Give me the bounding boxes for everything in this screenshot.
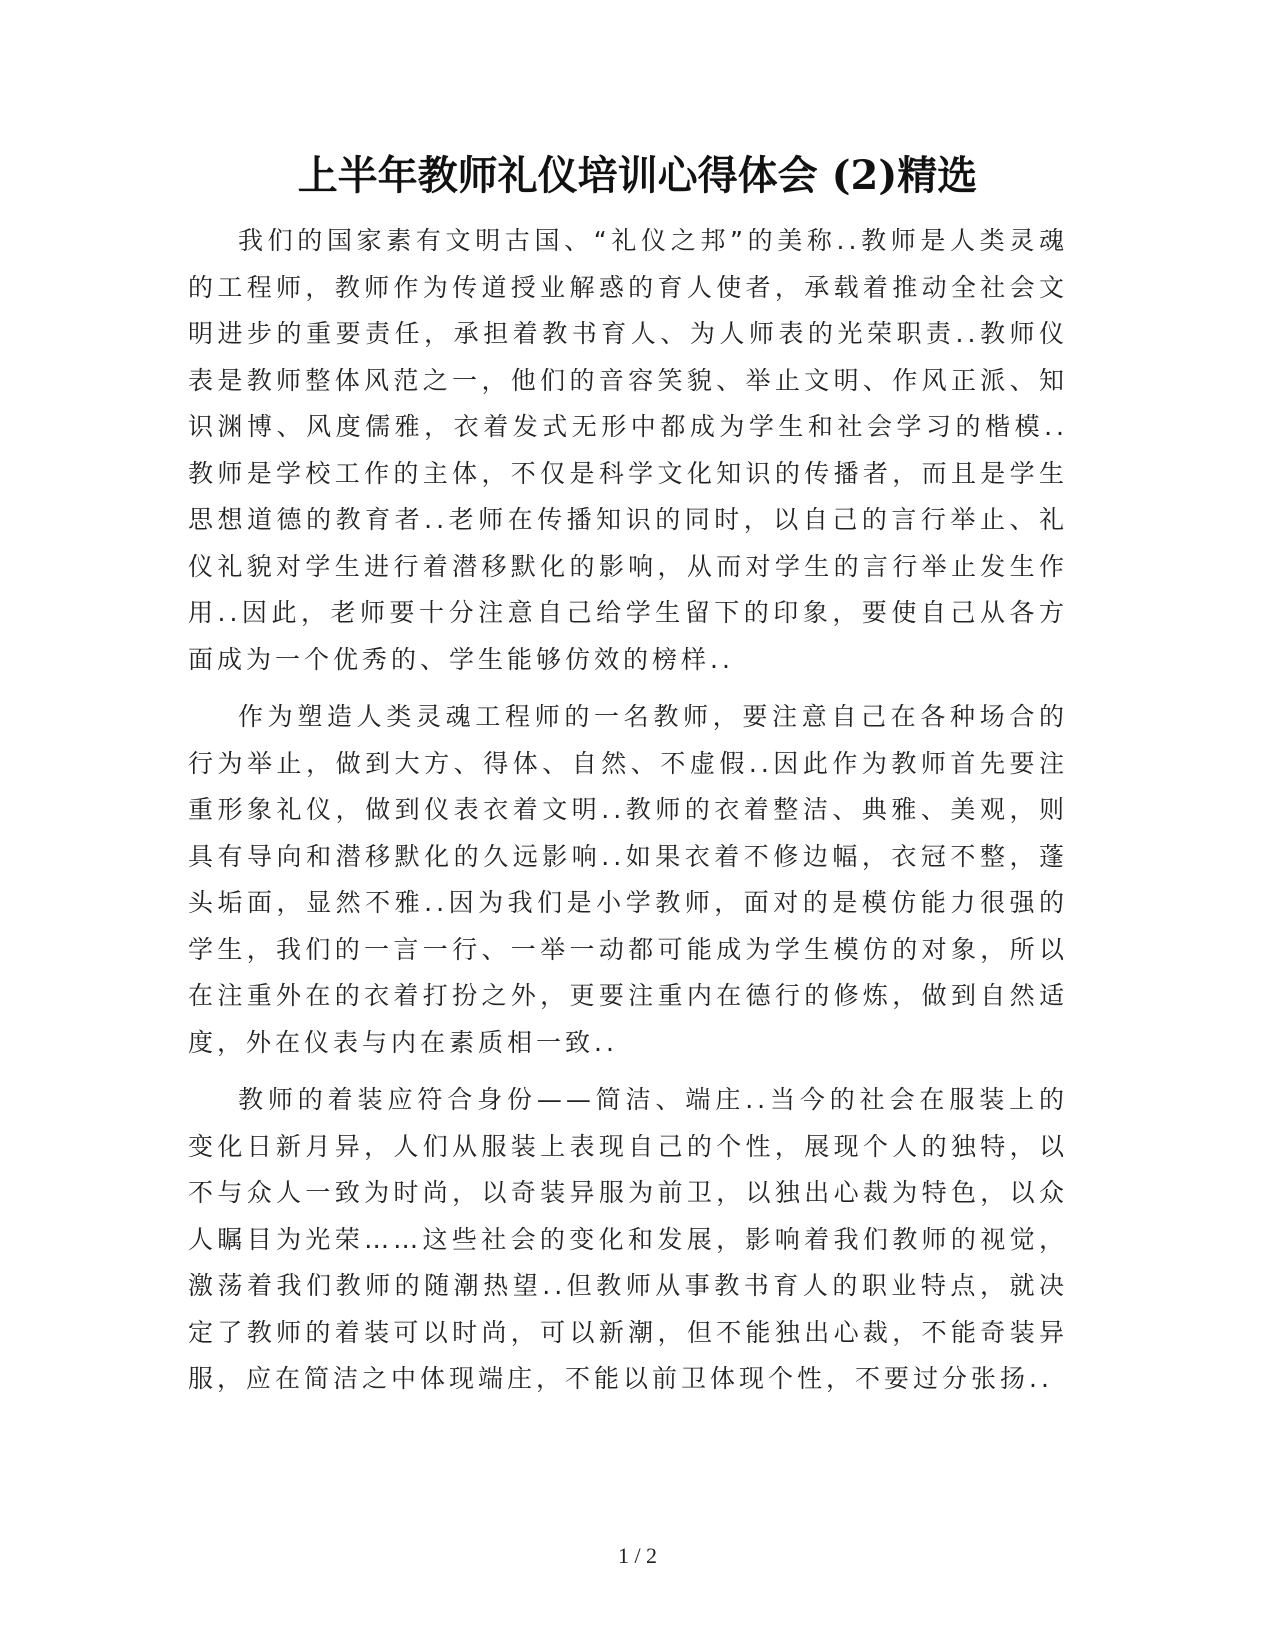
page-number: 1 / 2 xyxy=(617,1543,658,1568)
body-paragraph: 作为塑造人类灵魂工程师的一名教师，要注意自己在各种场合的行为举止，做到大方、得体、自然、不虚假..因此作为教师首先要注重形象礼仪，做到仪表衣着文明..教师的衣着整洁、典雅、美观，则具有导向和潜移默化的久远影响..如果衣着不修边幅，衣冠不整，蓬头垢面，显然不雅..因为我们是小学教师，面对的是模仿能力很强的学生，我们的一言一行、一举一动都可能成为学生模仿的对象，所以在注重外在的衣着打扮之外，更要注重内在德行的修炼，做到自然适度，外在仪表与内在素质相一致.. xyxy=(188,702,1068,1057)
document-title: 上半年教师礼仪培训心得体会 (2)精选 xyxy=(297,152,978,199)
document-body xyxy=(188,218,1068,1414)
body-paragraph: 我们的国家素有文明古国、“礼仪之邦”的美称..教师是人类灵魂的工程师，教师作为传道授业解惑的育人使者，承载着推动全社会文明进步的重要责任，承担着教书育人、为人师表的光荣职责..教师仪表是教师整体风范之一，他们的音容笑貌、举止文明、作风正派、知识渊博、风度儒雅，衣着发式无形中都成为学生和社会学习的楷模..教师是学校工作的主体，不仅是科学文化知识的传播者，而且是学生思想道德的教育者..老师在传播知识的同时，以自己的言行举止、礼仪礼貌对学生进行着潜移默化的影响，从而对学生的言行举止发生作用..因此，老师要十分注意自己给学生留下的印象，要使自己从各方面成为一个优秀的、学生能够仿效的榜样.. xyxy=(188,226,1068,674)
body-paragraph: 教师的着装应符合身份——简洁、端庄..当今的社会在服装上的变化日新月异，人们从服装上表现自己的个性，展现个人的独特，以不与众人一致为时尚，以奇装异服为前卫，以独出心裁为特色，以众人瞩目为光荣……这些社会的变化和发展，影响着我们教师的视觉，激荡着我们教师的随潮热望..但教师从事教书育人的职业特点，就决定了教师的着装可以时尚，可以新潮，但不能独出心裁，不能奇装异服，应在简洁之中体现端庄，不能以前卫体现个性，不要过分张扬.. xyxy=(188,1085,1068,1393)
